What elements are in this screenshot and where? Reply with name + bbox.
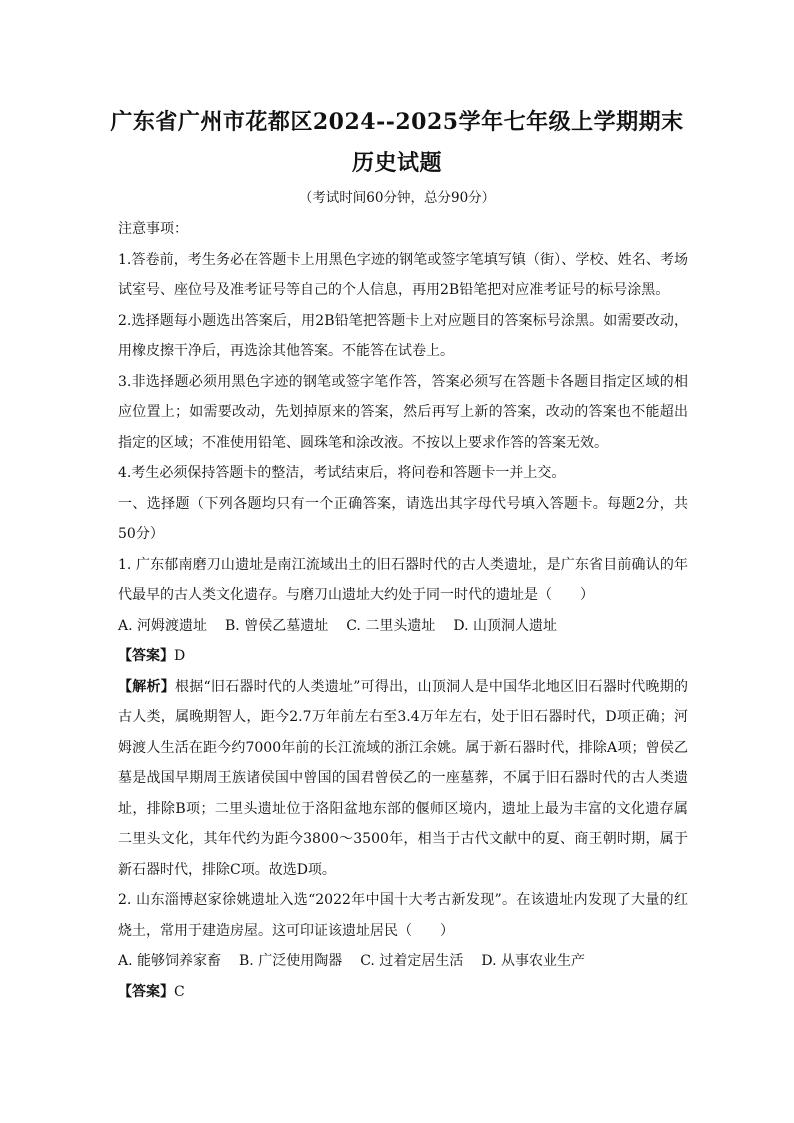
exam-subject: 历史试题 — [351, 150, 442, 176]
q2-option-d: D. 从事农业生产 — [481, 953, 585, 969]
question-2-stem: 2. 山东淄博赵家徐姚遗址入选“2022年中国十大考古新发现”。在该遗址内发现了大量的红烧土，常用于建造房屋。这可印证该遗址居民（ ） — [118, 892, 688, 939]
answer-value: D — [174, 648, 186, 664]
analysis-text: 根据“旧石器时代的人类遗址”可得出，山顶洞人是中国华北地区旧石器时代晚期的古人类，属晚期智人，距今2.7万年前左右至3.4万年左右，处于旧石器时代，D项正确；河姆渡人生活在距今约7000年前的长江流域的浙江余姚。属于新石器时代，排除A项；曾侯乙墓是战国早期周王族诸侯国中曾国的国君曾侯乙的一座墓葬，不属于旧石器时代的古人类遗址，排除B项；二里头遗址位于洛阳盆地东部的偃师区境内，遗址上最为丰富的文化遗存属二里头文化，其年代约为距今3800～3500年，相当于古代文献中的夏、商王朝时期，属于新石器时代，排除C项。故选D项。 — [118, 678, 688, 878]
note-item-4: 4.考生必须保持答题卡的整洁，考试结束后，将问卷和答题卡一并上交。 — [118, 465, 566, 481]
q2-option-a: A. 能够饲养家畜 — [118, 953, 222, 969]
notes-heading: 注意事项： — [118, 221, 188, 237]
q2-option-c: C. 过着定居生活 — [360, 953, 464, 969]
document-body — [118, 214, 688, 1007]
note-item-1: 1.答卷前，考生务必在答题卡上用黑色字迹的钢笔或签字笔填写镇（街）、学校、姓名、考场试室号、座位号及准考证号等自己的个人信息，再用2B铅笔把对应准考证号的标号涂黑。 — [118, 251, 688, 298]
q2-option-b: B. 广泛使用陶器 — [239, 953, 343, 969]
q1-option-a: A. 河姆渡遗址 — [118, 617, 208, 634]
q1-option-d: D. 山顶洞人遗址 — [453, 617, 557, 634]
section-heading: 一、选择题（下列各题均只有一个正确答案，请选出其字母代号填入答题卡。每题2分，共50分） — [118, 495, 688, 542]
note-item-2: 2.选择题每小题选出答案后，用2B铅笔把答题卡上对应题目的答案标号涂黑。如需要改动，用橡皮擦干净后，再选涂其他答案。不能答在试卷上。 — [118, 312, 688, 359]
answer-label: 【答案】 — [118, 983, 174, 1000]
analysis-label: 【解析】 — [118, 678, 175, 695]
exam-title: 广东省广州市花都区2024--2025学年七年级上学期期末 — [110, 109, 684, 135]
q1-option-c: C. 二里头遗址 — [346, 617, 436, 634]
question-1-options — [118, 611, 688, 642]
question-1-stem: 1. 广东郁南磨刀山遗址是南江流域出土的旧石器时代的古人类遗址，是广东省目前确认的年代最早的古人类文化遗存。与磨刀山遗址大约处于同一时代的遗址是（ ） — [118, 556, 688, 603]
answer-label: 【答案】 — [118, 648, 174, 664]
question-1-answer — [118, 641, 688, 672]
question-2-answer — [118, 977, 688, 1008]
question-2-options — [118, 946, 688, 977]
answer-value: C — [174, 983, 185, 1000]
question-1-analysis — [118, 672, 688, 886]
exam-time-note: （考试时间60分钟，总分90分） — [298, 190, 496, 206]
note-item-3: 3.非选择题必须用黑色字迹的钢笔或签字笔作答，答案必须写在答题卡各题目指定区域的相应位置上；如需要改动，先划掉原来的答案，然后再写上新的答案，改动的答案也不能超出指定的区域；不准使用铅笔、圆珠笔和涂改液。不按以上要求作答的答案无效。 — [118, 373, 688, 451]
q1-option-b: B. 曾侯乙墓遗址 — [225, 617, 329, 634]
